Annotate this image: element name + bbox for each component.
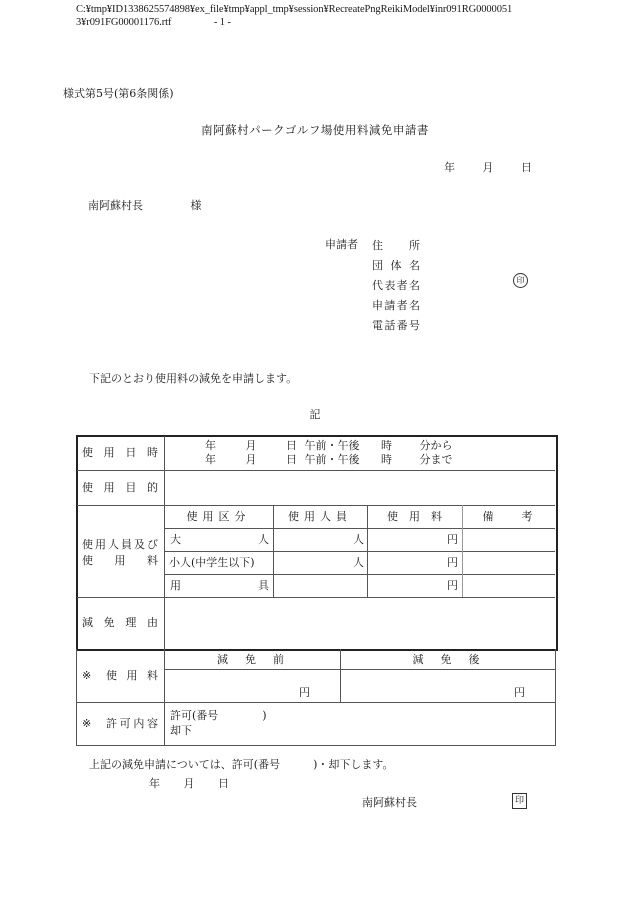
header-usage-category: 使用区分: [186, 510, 251, 523]
applicant-label: 申請者: [325, 238, 358, 251]
col-divider: [76, 649, 77, 746]
file-path-line2: [76, 16, 512, 29]
header-before-reduction: 減 免 前: [217, 653, 287, 666]
usage-datetime-from[interactable]: [205, 439, 453, 453]
label-people-fee-line2: 使 用 料: [82, 554, 158, 567]
child-fee-unit[interactable]: 円: [447, 556, 458, 569]
addressee: [88, 197, 202, 213]
col-divider: [164, 436, 165, 746]
child-people-unit[interactable]: 人: [353, 556, 364, 569]
label-reduction-reason: 減免理由: [82, 616, 158, 629]
honorific: 様: [190, 199, 202, 212]
row-divider: [77, 597, 555, 598]
category-child: 小人(中学生以下): [169, 556, 255, 569]
decision-month: 月: [183, 777, 195, 790]
header-usage-fee: 使 用 料: [387, 510, 442, 523]
file-path-line1: C:¥tmp¥ID1338625574898¥ex_file¥tmp¥appl_tmp¥session¥RecreatePngReikiModel¥inr091RG0000051: [76, 4, 513, 15]
from-hour: 時: [381, 439, 392, 452]
row-divider: [77, 470, 555, 471]
date-month: 月: [482, 161, 494, 174]
col-divider: [555, 649, 556, 746]
from-ampm: 午前・午後: [304, 439, 360, 452]
category-adult-a: 大: [170, 533, 181, 546]
row-divider: [164, 669, 555, 670]
asterisk-mark: ※: [82, 717, 92, 730]
to-year: 年: [205, 453, 216, 466]
date-year: 年: [444, 161, 455, 174]
document-title: 南阿蘇村パークゴルフ場使用料減免申請書: [201, 123, 429, 137]
to-hour: 時: [381, 453, 392, 466]
label-usage-purpose: 使用目的: [82, 481, 158, 494]
form-number: 様式第5号(第6条関係): [63, 87, 174, 100]
decision-day: 日: [218, 777, 229, 790]
usage-datetime-to[interactable]: [205, 453, 453, 467]
usage-purpose-field[interactable]: [168, 474, 552, 502]
header-after-reduction: 減 免 後: [412, 653, 483, 666]
from-year: 年: [205, 439, 216, 452]
label-usage-datetime: 使用日時: [82, 446, 158, 459]
date-day: 日: [521, 161, 532, 174]
label-official-fee: 使用料: [106, 669, 158, 682]
permit-approved-number[interactable]: 許可(番号 ): [170, 709, 267, 722]
row-divider: [77, 505, 555, 506]
decision-date: [149, 775, 229, 791]
to-minute: 分まで: [419, 453, 453, 466]
category-adult-b: 人: [258, 533, 269, 546]
header-remarks: 備 考: [482, 510, 535, 523]
header-usage-people: 使用人員: [288, 510, 352, 523]
adult-note[interactable]: [466, 530, 552, 549]
asterisk-mark: ※: [82, 669, 92, 682]
to-month: 月: [245, 453, 257, 466]
from-minute: 分から: [419, 439, 453, 452]
decision-year: 年: [149, 777, 160, 790]
child-note[interactable]: [466, 553, 552, 572]
field-applicant-name: 申請者名: [372, 299, 420, 312]
to-ampm: 午前・午後: [304, 453, 360, 466]
page-number: - 1 -: [213, 17, 231, 28]
reduction-reason-field[interactable]: [168, 601, 552, 645]
seal-circle-icon: 印: [513, 273, 528, 288]
field-address: 住 所: [372, 239, 420, 252]
field-phone: 電話番号: [372, 319, 420, 332]
ki-heading: 記: [309, 408, 321, 421]
seal-box-icon: 印: [512, 793, 527, 809]
to-day: 日: [286, 453, 297, 466]
after-reduction-fee-unit[interactable]: 円: [514, 686, 525, 699]
addressee-name: 南阿蘇村長: [88, 199, 143, 212]
from-day: 日: [286, 439, 297, 452]
category-equipment-b: 具: [258, 579, 269, 592]
applicant-fields: [372, 236, 420, 336]
row-divider: [77, 745, 556, 746]
application-date: [444, 159, 532, 175]
category-equipment-a: 用: [170, 579, 181, 592]
adult-people-unit[interactable]: 人: [353, 533, 364, 546]
before-reduction-fee-unit[interactable]: 円: [299, 686, 310, 699]
field-organization: 団体名: [372, 259, 420, 272]
decision-signer: 南阿蘇村長: [362, 796, 417, 809]
row-divider: [77, 702, 556, 703]
row-divider: [164, 574, 555, 575]
file-path-line2-text: 3¥r091FG00001176.rtf: [76, 17, 172, 28]
row-divider: [164, 528, 555, 529]
equipment-note[interactable]: [466, 576, 552, 595]
label-people-fee-line1: 使用人員及び: [82, 538, 158, 551]
adult-fee-unit[interactable]: 円: [447, 533, 458, 546]
label-permit-content: 許可内容: [106, 717, 158, 730]
decision-text: 上記の減免申請については、許可(番号 )・却下します。: [89, 758, 394, 771]
intro-text: 下記のとおり使用料の減免を申請します。: [89, 372, 298, 385]
file-path-header: [76, 3, 512, 29]
equipment-fee-unit[interactable]: 円: [447, 579, 458, 592]
permit-rejected[interactable]: 却下: [170, 724, 192, 737]
field-representative: 代表者名: [372, 279, 420, 292]
from-month: 月: [245, 439, 257, 452]
equipment-people[interactable]: [277, 576, 363, 595]
row-divider: [164, 551, 555, 552]
